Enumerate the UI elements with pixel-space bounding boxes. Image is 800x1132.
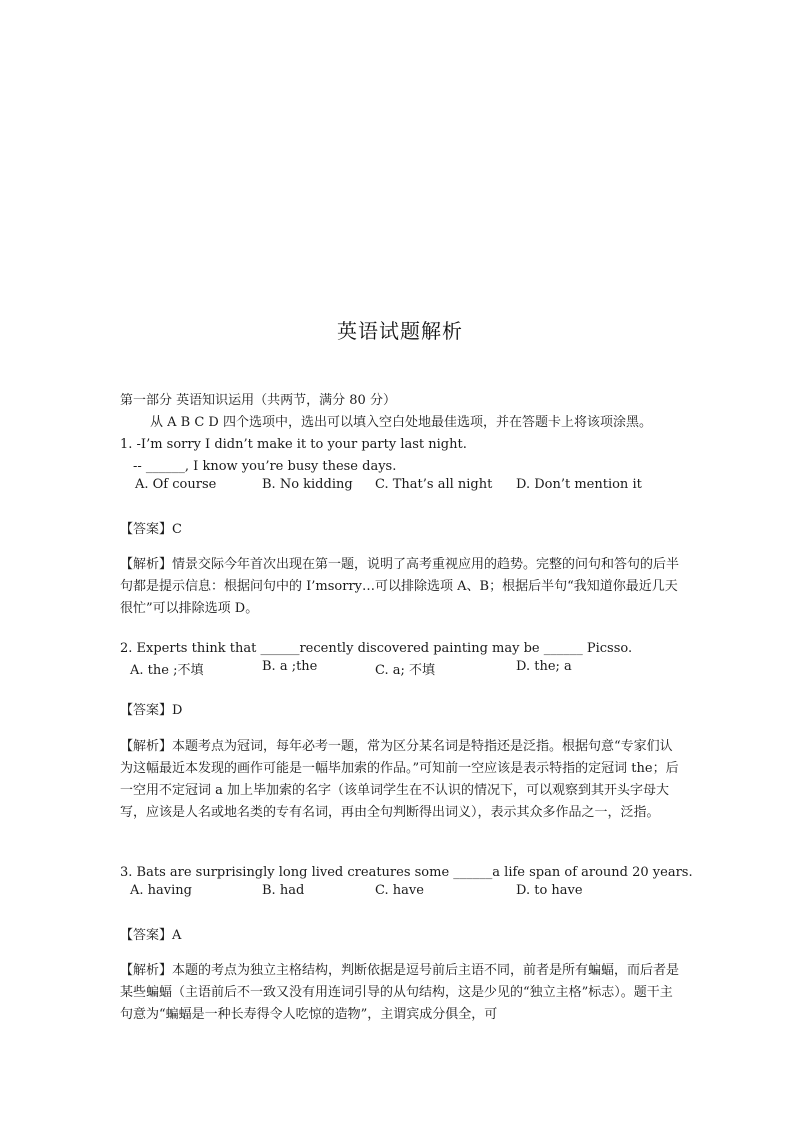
q3-answer: 【答案】A [120, 928, 182, 943]
q3-analysis: 【解析】本题的考点为独立主格结构，判断依据是逗号前后主语不同，前者是所有蝙蝠，而后者是某些蝙蝠（主语前后不一致又没有用连词引导的从句结构，这是少见的“独立主格”标志）。题干主句意为“蝙蝠是一种长寿得令人吃惊的造物”，主谓宾成分俱全，可 [120, 963, 680, 1022]
q1-analysis: 【解析】情景交际今年首次出现在第一题，说明了高考重视应用的趋势。完整的问句和答句的后半句都是提示信息：根据问句中的 I’msorry…可以排除选项 A、B；根据后半句“我知道你最近几天很忙”可以排除选项 D。 [120, 557, 680, 616]
q1-option-d: D. Don’t mention it [516, 477, 642, 492]
page-title: 英语试题解析 [337, 319, 463, 343]
q3-option-b: B. had [262, 883, 305, 898]
q2-answer: 【答案】D [120, 703, 183, 718]
section-instruction: 从 A B C D 四个选项中，选出可以填入空白处地最佳选项，并在答题卡上将该项涂黑。 [150, 415, 652, 430]
q3-option-a: A. having [130, 883, 192, 898]
q1-answer: 【答案】C [120, 522, 182, 537]
q2-option-b: B. a ;the [262, 659, 318, 674]
q3-option-c: C. have [375, 883, 424, 898]
q2-analysis: 【解析】本题考点为冠词，每年必考一题，常为区分某名词是特指还是泛指。根据句意“专家们认为这幅最近本发现的画作可能是一幅毕加索的作品。”可知前一空应该是表示特指的定冠词 the；后一空用不定冠词 a 加上毕加索的名字（该单词学生在不认识的情况下，可以观察到其开头字母大写，应该是人名或地名类的专有名词，再由全句判断得出词义），表示其众多作品之一，泛指。 [120, 739, 679, 820]
q2-stem: 2. Experts think that ______recently discovered painting may be ______ Picsso. [120, 641, 633, 656]
q3-option-d: D. to have [516, 883, 583, 898]
q1-option-a: A. Of course [135, 477, 217, 492]
section-heading: 第一部分 英语知识运用（共两节，满分 80 分） [120, 393, 396, 408]
q2-option-c: C. a; 不填 [375, 663, 436, 678]
q1-stem-reply: -- ______, I know you’re busy these days. [133, 459, 397, 474]
q1-option-b: B. No kidding [262, 477, 353, 492]
q1-stem: 1. -I’m sorry I didn’t make it to your party last night. [120, 437, 467, 452]
q1-option-c: C. That’s all night [375, 477, 493, 492]
q2-option-a: A. the ;不填 [130, 663, 204, 678]
q3-stem: 3. Bats are surprisingly long lived creatures some ______a life span of around 20 years. [120, 865, 693, 880]
q2-option-d: D. the; a [516, 659, 572, 674]
